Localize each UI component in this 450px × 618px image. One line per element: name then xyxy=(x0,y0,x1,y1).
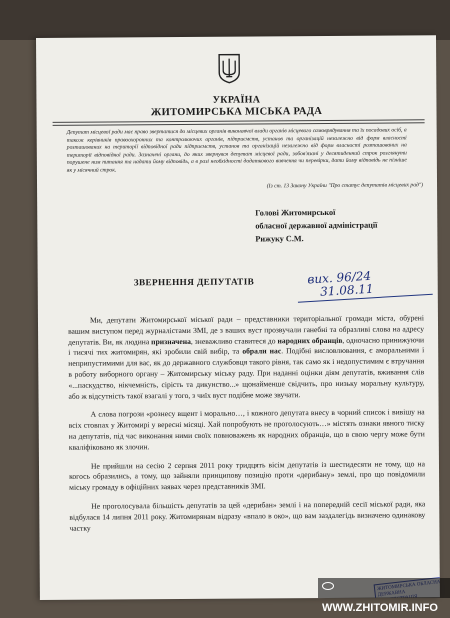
p1-bold-people-elected: народних обранців xyxy=(277,335,343,345)
p1-text-g: . Подібні висловлювання, є аморальними і неприпустимими для вас, як до державного службовця такого рівня, так само як і недопустимим є втручання в роботу виборного органу – Житомирську міську раду. При наданні оцінки діям депутатів, вживання слів «...паскудство, нікчемність, сірість та дикунство...» щонайменше свідчить, про низьку моральну культуру, або ж відсутність такої взагалі у того, з чиїх вуст подібне може звучати. xyxy=(68,345,425,401)
watermark-text: WWW.ZHITOMIR.INFO xyxy=(322,602,438,614)
recipient-line-2: обласної державної адміністрації xyxy=(255,220,378,231)
background-shadow xyxy=(0,0,450,40)
paragraph-3: Не прийшли на сесію 2 серпня 2011 року тридцять вісім депутатів із шестидесяти не тому, що на когось образились, а тому, що зайняли принципову позицію проти «дерибану» землі, про що повідомили міську громаду в офіційних заявах через представників ЗМІ. xyxy=(69,458,426,492)
recipient-block xyxy=(255,205,435,245)
country-heading: УКРАЇНА xyxy=(212,94,261,106)
eye-icon xyxy=(322,582,334,590)
appeal-body xyxy=(68,313,426,542)
paragraph-1 xyxy=(68,313,425,402)
site-watermark xyxy=(318,578,450,614)
document-page xyxy=(36,35,440,600)
p1-text-a: Ми, депутати Житомирської міської ради – представники територіальної громади міста, обурені вашим виступом перед журналістами ЗМІ, де з ваших вуст прозвучали ганебні та образливі слова на адресу депутатів. Ви, як людина xyxy=(68,313,425,347)
law-citation: (Із ст. 13 Закону України "Про статус депутатів місцевих рад") xyxy=(266,182,424,190)
recipient-line-3: Рижуку С.М. xyxy=(255,234,304,244)
council-heading: ЖИТОМИРСЬКА МІСЬКА РАДА xyxy=(150,106,323,119)
handwritten-date: 31.08.11 xyxy=(319,281,374,299)
header-rule-bottom xyxy=(53,122,425,126)
paragraph-4: Не проголосувала більшість депутатів за цей «дерибан» землі і на попередній сесії міської ради, яка відбулася 14 липня 2011 року. Житомирянам відразу «впало в око», що вам заздалегідь визначено одинакову частку xyxy=(69,499,426,533)
handwritten-ref-number: вих. 96/24 xyxy=(307,268,372,287)
p1-bold-elected-us: обрали нас xyxy=(242,346,282,356)
trident-emblem-icon xyxy=(216,53,242,85)
document-title: ЗВЕРНЕННЯ ДЕПУТАТІВ xyxy=(133,276,255,288)
p1-bold-appointed: призначена xyxy=(151,336,191,346)
p1-text-c: , зневажливо ставитеся до xyxy=(190,335,278,346)
paragraph-2: А слова погрози «рознесу вщент і морально…, і кожного депутата внесу в чорний список і вивішу на всіх стовпах у Житомирі у вересні місяці. Хай попробують не проголосують…» містять ознаки явного тиску на депутатів, під час виконання ними своїх повноважень як народних обранців, що в свою чергу може бути кваліфіковано як злочин. xyxy=(68,407,425,452)
recipient-line-1: Голові Житомирської xyxy=(255,207,336,218)
legal-preamble: Депутат місцевої ради має право звертатися до місцевих органів виконавчої влади органів місцевого самоврядування та їх посадових осіб, а також керівників правоохоронних та контролюючих органів, підприємств, установ та організацій незалежно від форм власності розташованих на території відповідної ради підприємств, установ та організацій незалежно від форм власності розташованих на території відповідної ради. Зазначені органи, до яких звернувся депутат місцевої ради, зобов'язані у десятиденний строк розглянути порушене ним питання та надати йому відповідь, а в разі необхідності додаткового вивчення чи перевірки, дати йому відповідь не пізніше як у місячний строк. xyxy=(66,127,407,174)
p1-text-e: , одночасно принижуючи і тисячі тих житомирян, які зробили свій вибір, та xyxy=(68,334,425,358)
